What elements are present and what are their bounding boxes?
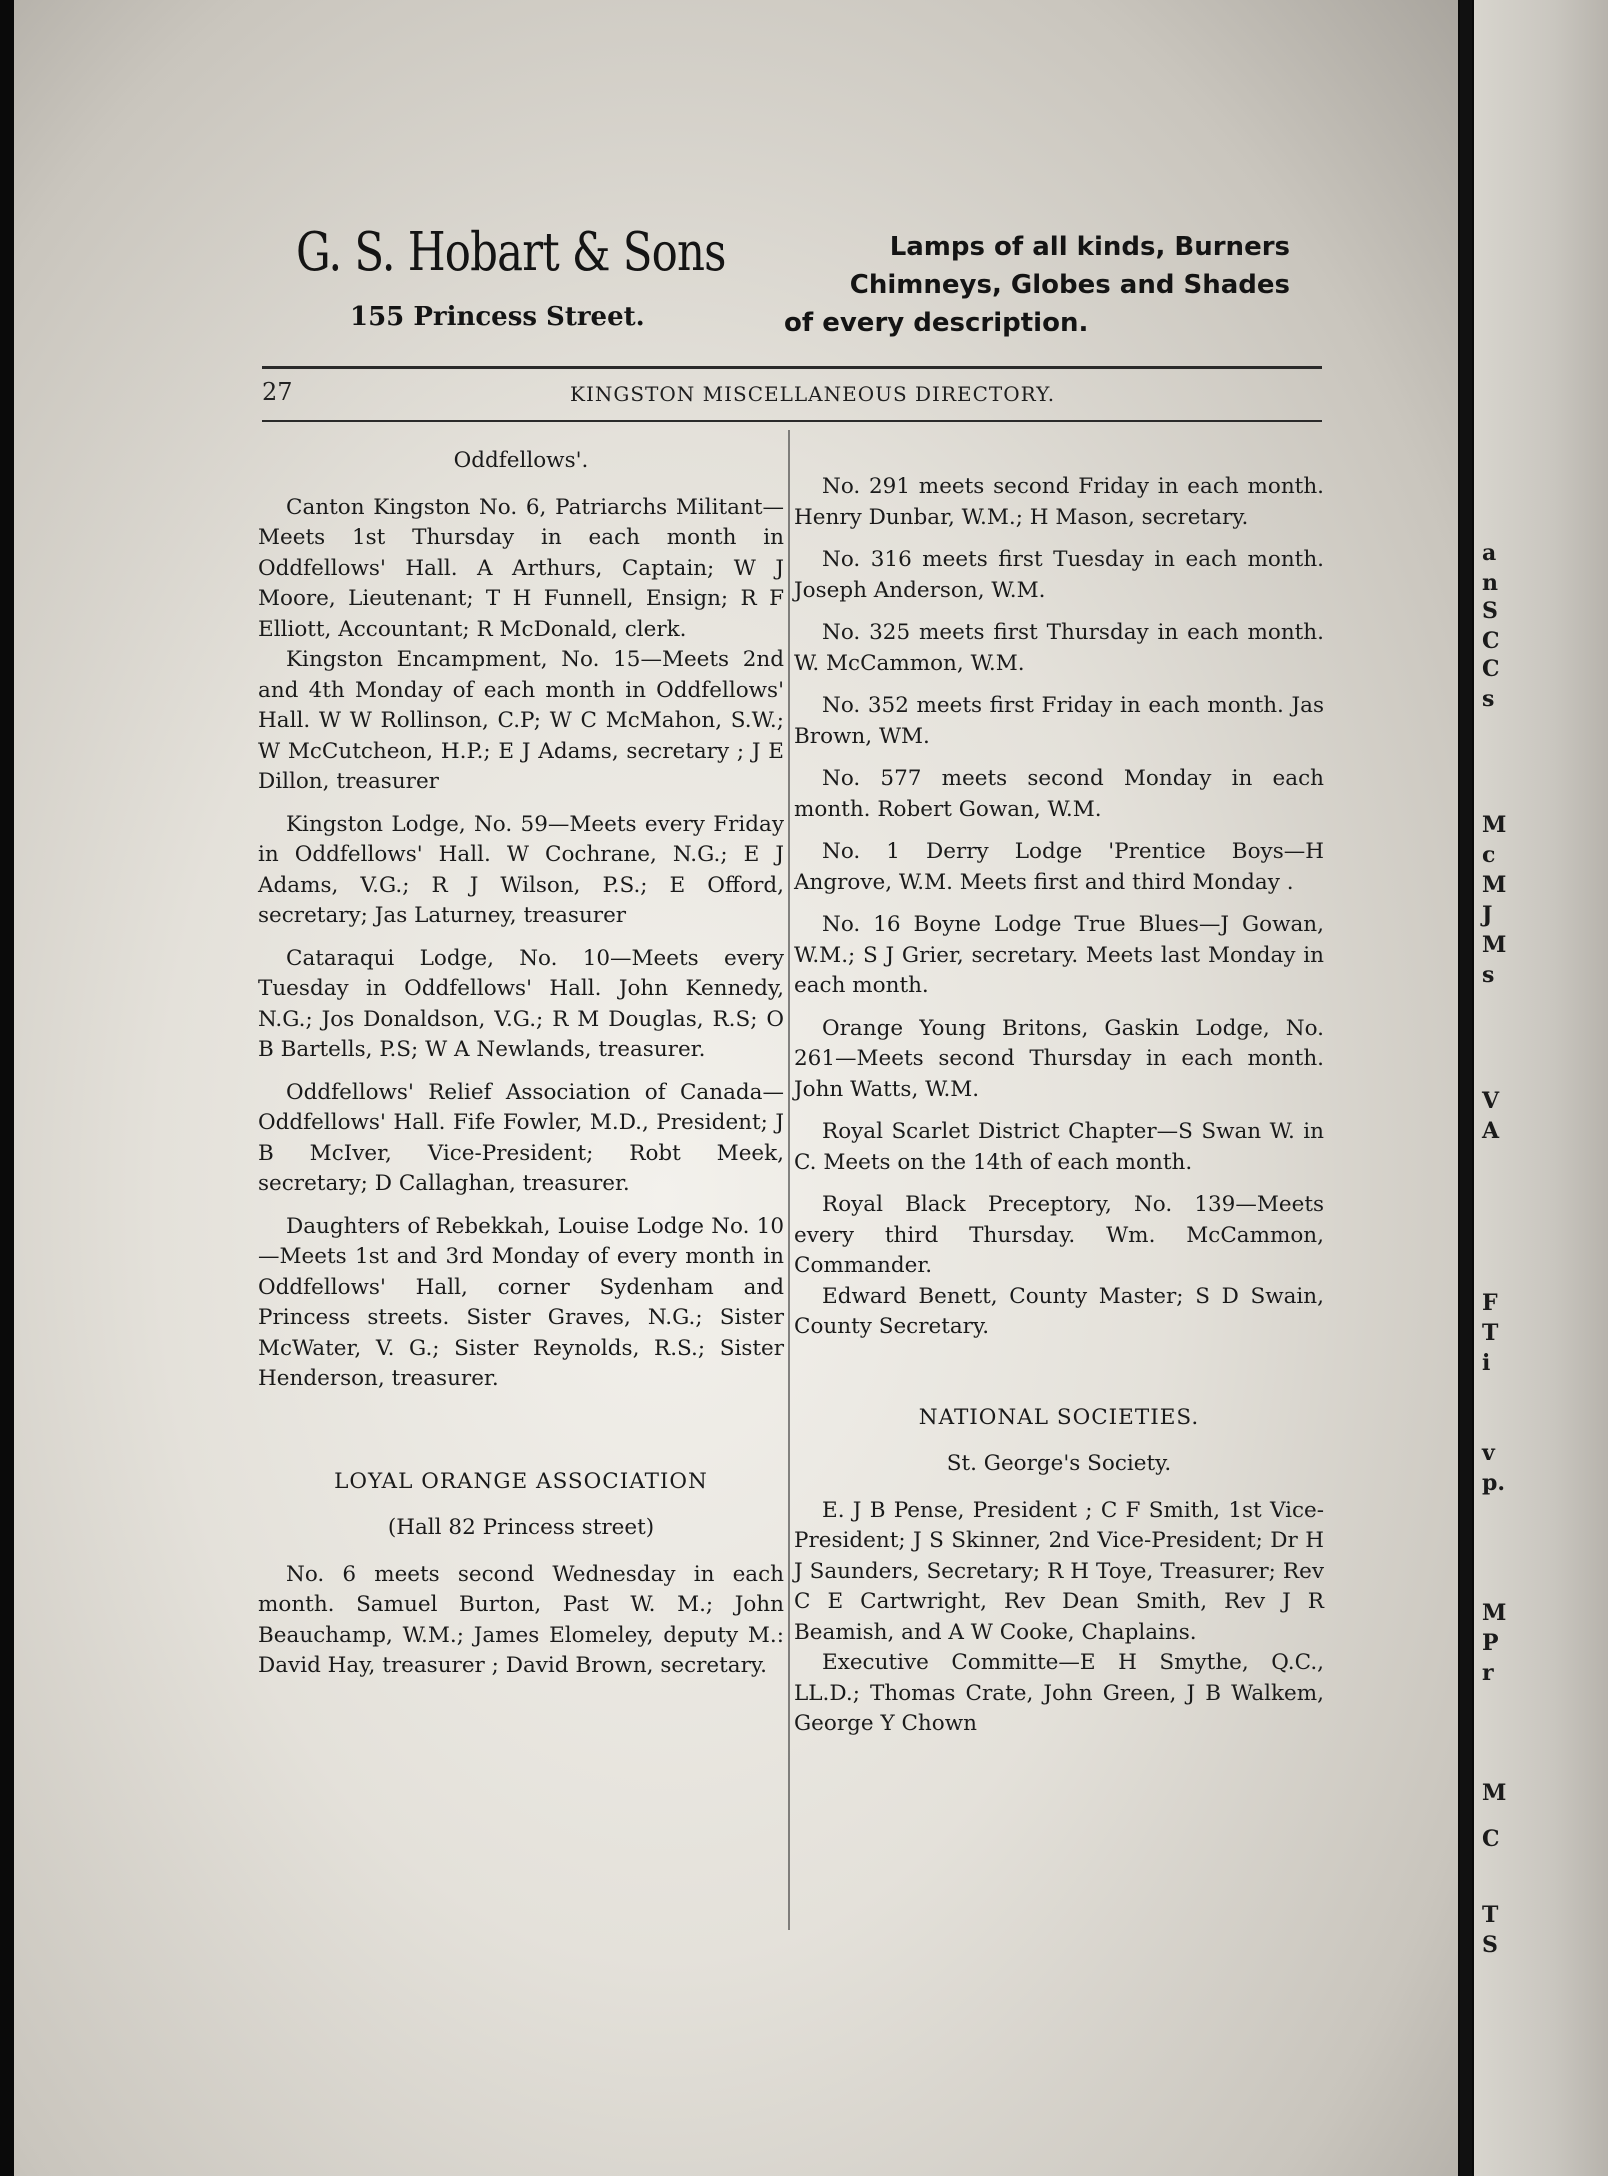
fragment-text: S xyxy=(1482,598,1498,624)
fragment-text: n xyxy=(1482,570,1498,596)
directory-entry: Edward Benett, County Master; S D Swain, County Secretary. xyxy=(794,1283,1324,1339)
fragment-text: p. xyxy=(1482,1470,1506,1496)
page-number: 27 xyxy=(262,378,293,406)
fragment-text: c xyxy=(1482,842,1496,868)
column-divider xyxy=(788,430,790,1930)
tagline-line: of every description. xyxy=(784,308,1089,338)
directory-entry: No. 16 Boyne Lodge True Blues—J Gowan, W.M.; S J Grier, secretary. Meets last Monday in each month. xyxy=(794,912,1324,998)
directory-entry: Kingston Lodge, No. 59—Meets every Friday in Oddfellows' Hall. W Cochrane, N.G.; E J Adams, V.G.; R J Wilson, P.S.; E Offord, secretary; Jas Laturney, treasurer xyxy=(258,811,784,928)
directory-entry: Royal Black Preceptory, No. 139—Meets every third Thursday. Wm. McCammon, Commander. xyxy=(794,1192,1324,1278)
directory-entry: Kingston Encampment, No. 15—Meets 2nd and 4th Monday of each month in Oddfellows' Hall. W W Rollinson, C.P; W C McMahon, S.W.; W McCutcheon, H.P.; E J Adams, secretary ; J E Dillon, treasurer xyxy=(258,647,784,794)
fragment-text: s xyxy=(1482,962,1495,988)
directory-entry: Daughters of Rebekkah, Louise Lodge No. 10—Meets 1st and 3rd Monday of every month in Oddfellows' Hall, corner Sydenham and Princess streets. Sister Graves, N.G.; Sister McWater, V. G.; Sister Reynolds, R.S.; Sister Henderson, treasurer. xyxy=(258,1213,784,1391)
advert-business xyxy=(296,222,766,332)
directory-entry: Royal Scarlet District Chapter—S Swan W. in C. Meets on the 14th of each month. xyxy=(794,1119,1324,1175)
book-gutter xyxy=(1460,0,1472,2176)
directory-entry: Orange Young Britons, Gaskin Lodge, No. 261—Meets second Thursday in each month. John Watts, W.M. xyxy=(794,1015,1324,1102)
directory-entry: No. 291 meets second Friday in each month. Henry Dunbar, W.M.; H Mason, secretary. xyxy=(794,474,1324,530)
fragment-text: s xyxy=(1482,686,1495,712)
fragment-text: J xyxy=(1482,902,1493,928)
directory-entry: No. 6 meets second Wednesday in each month. Samuel Burton, Past W. M.; John Beauchamp, W.M.; James Elomeley, deputy M.: David Hay, treasurer ; David Brown, secretary. xyxy=(258,1561,784,1678)
fragment-text: S xyxy=(1482,1932,1498,1958)
fragment-text: r xyxy=(1482,1660,1494,1686)
fragment-text: M xyxy=(1482,812,1507,838)
directory-entry: Executive Committe—E H Smythe, Q.C., LL.D.; Thomas Crate, John Green, J B Walkem, George Y Chown xyxy=(794,1650,1324,1736)
fragment-text: P xyxy=(1482,1630,1499,1656)
right-column xyxy=(794,472,1324,1752)
fragment-text: C xyxy=(1482,628,1500,654)
tagline-line: Lamps of all kinds, Burners xyxy=(889,232,1290,262)
left-column xyxy=(258,446,784,1694)
fragment-text: F xyxy=(1482,1290,1498,1316)
advert-tagline xyxy=(770,228,1290,342)
section-heading: LOYAL ORANGE ASSOCIATION xyxy=(334,1468,708,1494)
fragment-text: v xyxy=(1482,1440,1495,1466)
fragment-text: T xyxy=(1482,1902,1499,1928)
section-subheading: (Hall 82 Princess street) xyxy=(387,1515,655,1540)
fragment-text: A xyxy=(1482,1118,1500,1144)
fragment-text: M xyxy=(1482,932,1507,958)
fragment-text: C xyxy=(1482,656,1500,682)
business-name: G. S. Hobart & Sons xyxy=(296,222,726,283)
directory-entry: No. 352 meets first Friday in each month. Jas Brown, WM. xyxy=(794,693,1324,749)
adjacent-page xyxy=(1474,0,1608,2176)
directory-entry: Oddfellows' Relief Association of Canada—Oddfellows' Hall. Fife Fowler, M.D., President; J B McIver, Vice-President; Robt Meek, secretary; D Callaghan, treasurer. xyxy=(258,1079,784,1196)
directory-entry: E. J B Pense, President ; C F Smith, 1st Vice-President; J S Skinner, 2nd Vice-President; Dr H J Saunders, Secretary; R H Toye, Treasurer; Rev C E Cartwright, Rev Dean Smith, Rev J R Beamish, and A W Cooke, Chaplains. xyxy=(794,1497,1324,1645)
fragment-text: M xyxy=(1482,872,1507,898)
fragment-text: C xyxy=(1482,1826,1500,1852)
running-header: KINGSTON MISCELLANEOUS DIRECTORY. xyxy=(570,382,1056,406)
fragment-text: T xyxy=(1482,1320,1499,1346)
section-heading: Oddfellows'. xyxy=(453,448,589,473)
business-address: 155 Princess Street. xyxy=(350,302,645,332)
section-subheading: St. George's Society. xyxy=(946,1451,1172,1476)
fragment-text: M xyxy=(1482,1780,1507,1806)
fragment-text: i xyxy=(1482,1350,1491,1376)
section-heading: NATIONAL SOCIETIES. xyxy=(918,1404,1200,1430)
directory-entry: No. 316 meets first Tuesday in each month. Joseph Anderson, W.M. xyxy=(794,547,1324,603)
directory-entry: Cataraqui Lodge, No. 10—Meets every Tuesday in Oddfellows' Hall. John Kennedy, N.G.; Jos Donaldson, V.G.; R M Douglas, R.S; O B Bartells, P.S; W A Newlands, treasurer. xyxy=(258,945,784,1062)
directory-entry: No. 1 Derry Lodge 'Prentice Boys—H Angrove, W.M. Meets first and third Monday . xyxy=(794,839,1324,895)
header-rule-top xyxy=(262,366,1322,369)
directory-entry: Canton Kingston No. 6, Patriarchs Militant—Meets 1st Thursday in each month in Oddfellows' Hall. A Arthurs, Captain; W J Moore, Lieutenant; T H Funnell, Ensign; R F Elliott, Accountant; R McDonald, clerk. xyxy=(258,494,784,642)
header-rule-bottom xyxy=(262,420,1322,422)
tagline-line: Chimneys, Globes and Shades xyxy=(849,270,1290,300)
fragment-text: a xyxy=(1482,540,1497,566)
directory-entry: No. 325 meets first Thursday in each month. W. McCammon, W.M. xyxy=(794,620,1324,676)
fragment-text: V xyxy=(1482,1088,1500,1114)
fragment-text: M xyxy=(1482,1600,1507,1626)
directory-entry: No. 577 meets second Monday in each month. Robert Gowan, W.M. xyxy=(794,766,1324,822)
